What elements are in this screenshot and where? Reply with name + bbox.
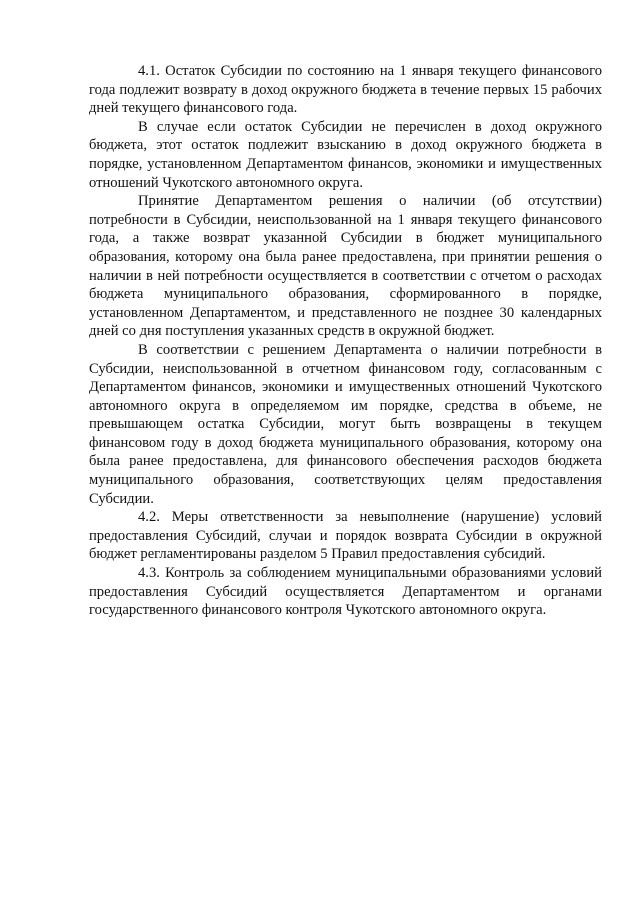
paragraph-remainder-recovery: В случае если остаток Субсидии не перечислен в доход окружного бюджета, этот остаток подлежит взысканию в доход окружного бюджета в порядке, установленном Департаментом финансов, экономики и имущественных отношений Чукотского автономного округа. [89,118,602,191]
paragraph-4-3: 4.3. Контроль за соблюдением муниципальными образованиями условий предоставления Субсидий осуществляется Департаментом и органами государственного финансового контроля Чукотского автономного округа. [89,565,602,619]
paragraph-need-decision: Принятие Департаментом решения о наличии (об отсутствии) потребности в Субсидии, неиспользованной на 1 января текущего финансового года, а также возврат указанной Субсидии в бюджет муниципального образования, которому она была ранее предоставлена, при принятии решения о наличии в ней потребности осуществляется в соответствии с отчетом о расходах бюджета муниципального образования, сформированного в порядке, установленном Департаментом, и представленного не позднее 30 календарных дней со дня поступления указанных средств в окружной бюджет. [89,193,602,340]
paragraph-4-2: 4.2. Меры ответственности за невыполнение (нарушение) условий предоставления Субсидий, случаи и порядок возврата Субсидии в окружной бюджет регламентированы разделом 5 Правил предоставления субсидий. [89,509,602,563]
paragraph-4-1: 4.1. Остаток Субсидии по состоянию на 1 января текущего финансового года подлежит возврату в доход окружного бюджета в течение первых 15 рабочих дней текущего финансового года. [89,63,602,117]
paragraph-return-to-municipality: В соответствии с решением Департамента о наличии потребности в Субсидии, неиспользованной в отчетном финансовом году, согласованным с Департаментом финансов, экономики и имущественных отношений Чукотского автономного округа в определяемом им порядке, средства в объеме, не превышающем остатка Субсидии, могут быть возвращены в текущем финансовом году в доход бюджета муниципального образования, которому она была ранее предоставлена, для финансового обеспечения расходов бюджета муниципального образования, соответствующих целям предоставления Субсидии. [89,341,602,507]
document-body [89,62,602,620]
